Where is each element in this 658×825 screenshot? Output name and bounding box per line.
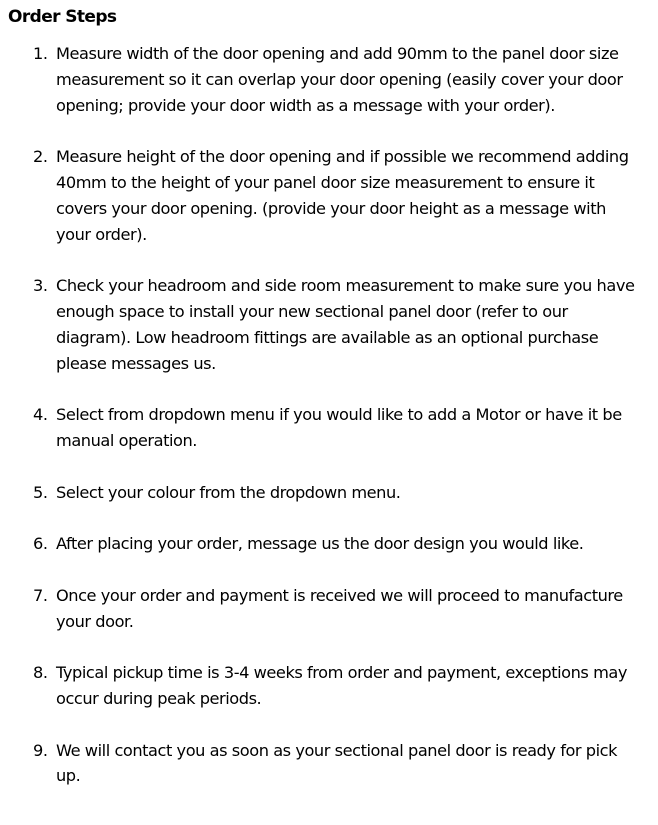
list-item bbox=[8, 402, 658, 454]
step-text: Measure height of the door opening and if possible we recommend adding 40mm to the height of your panel door size measurement to ensure it covers your door opening. (provide your door height as a message with your order). bbox=[56, 147, 629, 244]
step-text: After placing your order, message us the door design you would like. bbox=[56, 534, 584, 554]
step-number: 2. bbox=[33, 147, 48, 167]
step-text: Select your colour from the dropdown menu. bbox=[56, 482, 401, 502]
step-number: 7. bbox=[33, 585, 48, 605]
step-number: 3. bbox=[33, 276, 48, 296]
list-item bbox=[8, 41, 658, 118]
step-number: 6. bbox=[33, 534, 48, 554]
list-item bbox=[8, 531, 658, 557]
step-text: Typical pickup time is 3-4 weeks from order and payment, exceptions may occur during peak periods. bbox=[56, 663, 628, 708]
list-item bbox=[8, 273, 658, 376]
steps-list bbox=[8, 41, 658, 789]
list-item bbox=[8, 480, 658, 506]
step-number: 9. bbox=[33, 740, 48, 760]
step-text: Select from dropdown menu if you would like to add a Motor or have it be manual operation. bbox=[56, 405, 622, 450]
step-number: 5. bbox=[33, 482, 48, 502]
section-title: Order Steps bbox=[8, 7, 117, 27]
step-number: 4. bbox=[33, 405, 48, 425]
step-number: 1. bbox=[33, 44, 48, 63]
list-item bbox=[8, 660, 658, 712]
step-text: Check your headroom and side room measurement to make sure you have enough space to install your new sectional panel door (refer to our diagram). Low headroom fittings are available as an optional purchase please messages us. bbox=[56, 276, 635, 373]
list-item bbox=[8, 738, 658, 790]
list-item bbox=[8, 583, 658, 635]
list-item bbox=[8, 144, 658, 247]
step-text: Once your order and payment is received we will proceed to manufacture your door. bbox=[56, 585, 623, 631]
step-text: Measure width of the door opening and add 90mm to the panel door size measurement so it can overlap your door opening (easily cover your door opening; provide your door width as a message with your order). bbox=[56, 44, 623, 115]
step-text: We will contact you as soon as your sectional panel door is ready for pick up. bbox=[56, 740, 618, 786]
step-number: 8. bbox=[33, 663, 48, 683]
